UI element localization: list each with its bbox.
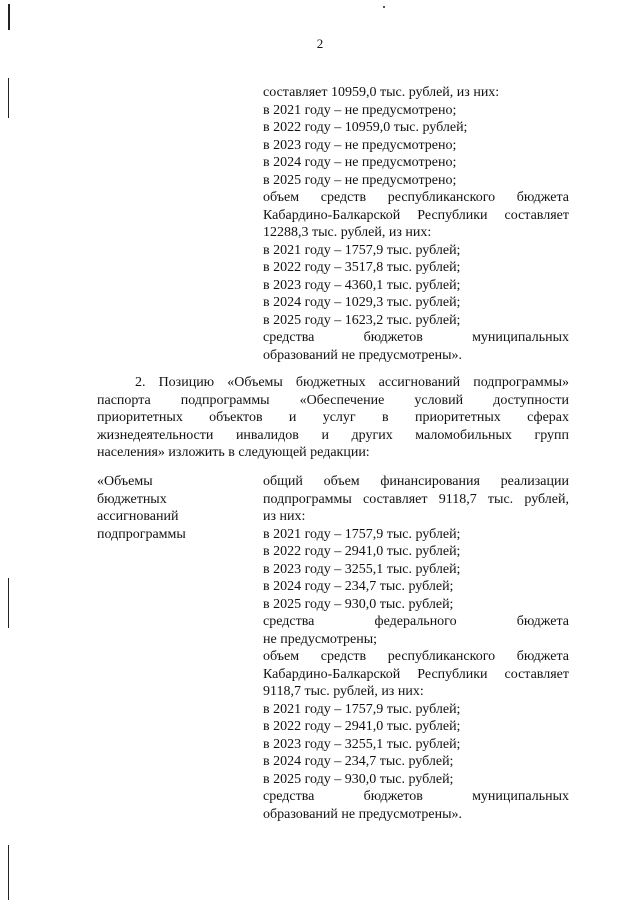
- text-line: подпрограммы составляет 9118,7 тыс. рублей,: [263, 491, 569, 507]
- text-line: средства федерального бюджета: [263, 614, 569, 629]
- scan-edge-mark: [8, 578, 9, 628]
- text-line: в 2024 году – 234,7 тыс. рублей;: [263, 754, 454, 769]
- text-line: в 2025 году – не предусмотрено;: [263, 172, 457, 188]
- text-line: в 2023 году – 3255,1 тыс. рублей;: [263, 736, 461, 752]
- text-line: из них:: [263, 509, 306, 524]
- paragraph-line: паспорта подпрограммы «Обеспечение условий доступности: [97, 392, 569, 408]
- scan-edge-mark: [8, 4, 10, 30]
- paragraph: [97, 374, 569, 462]
- text-line: в 2025 году – 930,0 тыс. рублей;: [263, 596, 454, 612]
- scan-edge-mark: [8, 78, 9, 118]
- text-line: составляет 10959,0 тыс. рублей, из них:: [263, 85, 500, 100]
- text-line: 9118,7 тыс. рублей, из них:: [263, 684, 424, 699]
- label-line: «Объемы: [97, 474, 153, 489]
- scan-speck: [383, 6, 385, 8]
- scan-edge-mark: [8, 845, 9, 900]
- paragraph-line: жизнедеятельности инвалидов и других маломобильных групп: [97, 427, 569, 443]
- text-line: общий объем финансирования реализации: [263, 474, 569, 489]
- text-line: Кабардино-Балкарской Республики составляет: [263, 666, 569, 682]
- text-line: средства бюджетов муниципальных: [263, 330, 569, 345]
- text-line: образований не предусмотрены».: [263, 347, 463, 363]
- text-line: в 2022 году – 3517,8 тыс. рублей;: [263, 260, 461, 275]
- text-line: 12288,3 тыс. рублей, из них:: [263, 225, 432, 240]
- text-line: в 2024 году – не предусмотрено;: [263, 155, 457, 170]
- label-line: бюджетных: [97, 491, 167, 507]
- text-line: в 2021 году – 1757,9 тыс. рублей;: [263, 701, 461, 717]
- bottom-block: [263, 473, 569, 823]
- paragraph-line: приоритетных объектов и услуг в приоритетных сферах: [97, 410, 569, 425]
- paragraph-line: 2. Позицию «Объемы бюджетных ассигнований подпрограммы»: [135, 375, 569, 390]
- label-line: ассигнований: [97, 509, 179, 524]
- top-block: [263, 84, 569, 364]
- text-line: в 2022 году – 10959,0 тыс. рублей;: [263, 120, 468, 135]
- page-number: 2: [316, 36, 324, 51]
- label-line: подпрограммы: [97, 526, 186, 542]
- text-line: в 2024 году – 1029,3 тыс. рублей;: [263, 295, 461, 310]
- text-line: средства бюджетов муниципальных: [263, 789, 569, 804]
- text-line: в 2023 году – 4360,1 тыс. рублей;: [263, 277, 461, 293]
- text-line: в 2025 году – 1623,2 тыс. рублей;: [263, 312, 461, 328]
- text-line: в 2023 году – не предусмотрено;: [263, 137, 457, 153]
- text-line: не предусмотрены;: [263, 631, 378, 647]
- text-line: объем средств республиканского бюджета: [263, 649, 569, 664]
- text-line: в 2024 году – 234,7 тыс. рублей;: [263, 579, 454, 594]
- text-line: в 2022 году – 2941,0 тыс. рублей;: [263, 719, 461, 734]
- text-line: Кабардино-Балкарской Республики составляет: [263, 207, 569, 223]
- text-line: в 2021 году – 1757,9 тыс. рублей;: [263, 242, 461, 258]
- text-line: объем средств республиканского бюджета: [263, 190, 569, 205]
- position-label: [97, 473, 237, 543]
- text-line: в 2021 году – 1757,9 тыс. рублей;: [263, 526, 461, 542]
- text-line: в 2021 году – не предусмотрено;: [263, 102, 457, 118]
- text-line: в 2022 году – 2941,0 тыс. рублей;: [263, 544, 461, 559]
- text-line: в 2023 году – 3255,1 тыс. рублей;: [263, 561, 461, 577]
- text-line: образований не предусмотрены».: [263, 806, 463, 822]
- text-line: в 2025 году – 930,0 тыс. рублей;: [263, 771, 454, 787]
- paragraph-line: населения» изложить в следующей редакции:: [97, 445, 370, 460]
